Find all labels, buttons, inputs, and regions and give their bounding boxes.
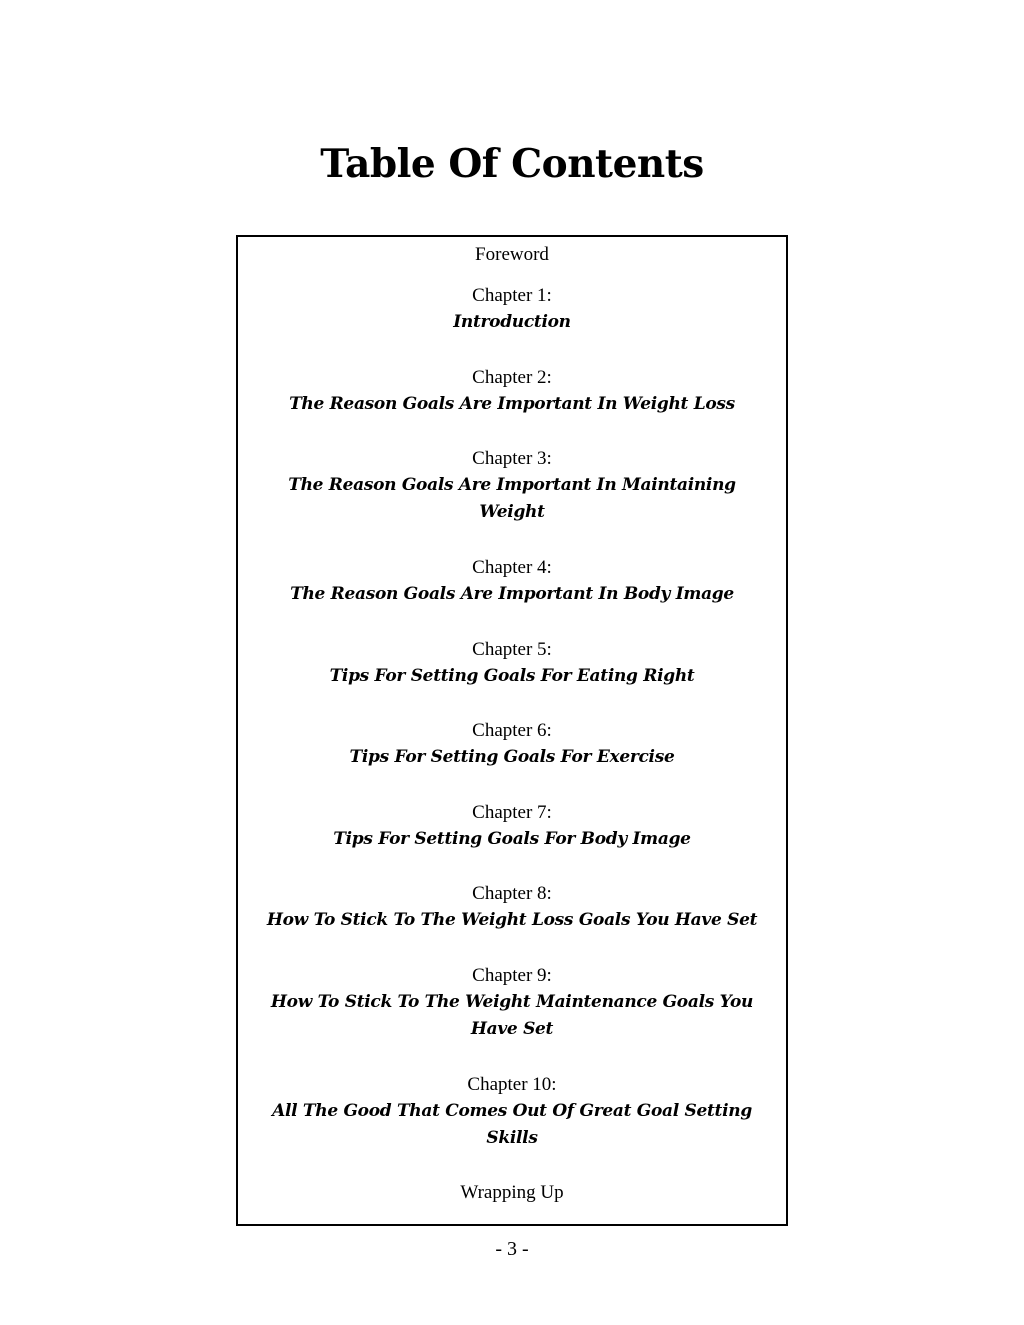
chapter-4-label[interactable]: Chapter 4: bbox=[472, 557, 552, 578]
chapter-5-label[interactable]: Chapter 5: bbox=[472, 639, 552, 660]
chapter-8-label[interactable]: Chapter 8: bbox=[472, 883, 552, 904]
chapter-7-label[interactable]: Chapter 7: bbox=[472, 802, 552, 823]
chapter-6-title[interactable]: Tips For Setting Goals For Exercise bbox=[349, 747, 675, 767]
chapter-10-title[interactable]: All The Good That Comes Out Of Great Goal Setting bbox=[272, 1101, 752, 1121]
table-of-contents-box bbox=[236, 235, 788, 1226]
chapter-5-title[interactable]: Tips For Setting Goals For Eating Right bbox=[329, 666, 695, 686]
chapter-6-label[interactable]: Chapter 6: bbox=[472, 720, 552, 741]
chapter-1-label[interactable]: Chapter 1: bbox=[472, 285, 552, 306]
chapter-10-label[interactable]: Chapter 10: bbox=[467, 1074, 557, 1095]
chapter-9-title-continued[interactable]: Have Set bbox=[470, 1019, 554, 1039]
chapter-3-title-continued[interactable]: Weight bbox=[479, 502, 545, 522]
chapter-3-title[interactable]: The Reason Goals Are Important In Maintaining bbox=[288, 475, 736, 495]
chapter-10-title-continued[interactable]: Skills bbox=[486, 1128, 538, 1148]
chapter-9-title[interactable]: How To Stick To The Weight Maintenance Goals You bbox=[270, 992, 754, 1012]
chapter-2-label[interactable]: Chapter 2: bbox=[472, 367, 552, 388]
toc-foreword[interactable]: Foreword bbox=[475, 244, 549, 265]
chapter-9-label[interactable]: Chapter 9: bbox=[472, 965, 552, 986]
chapter-8-title[interactable]: How To Stick To The Weight Loss Goals You Have Set bbox=[266, 910, 758, 930]
chapter-2-title[interactable]: The Reason Goals Are Important In Weight Loss bbox=[289, 394, 735, 414]
page-title: Table Of Contents bbox=[320, 141, 704, 187]
chapter-7-title[interactable]: Tips For Setting Goals For Body Image bbox=[333, 829, 691, 849]
chapter-4-title[interactable]: The Reason Goals Are Important In Body Image bbox=[290, 584, 734, 604]
page-number: - 3 - bbox=[495, 1238, 529, 1260]
toc-wrapping-up[interactable]: Wrapping Up bbox=[460, 1182, 564, 1203]
chapter-3-label[interactable]: Chapter 3: bbox=[472, 448, 552, 469]
chapter-1-title[interactable]: Introduction bbox=[453, 312, 571, 332]
